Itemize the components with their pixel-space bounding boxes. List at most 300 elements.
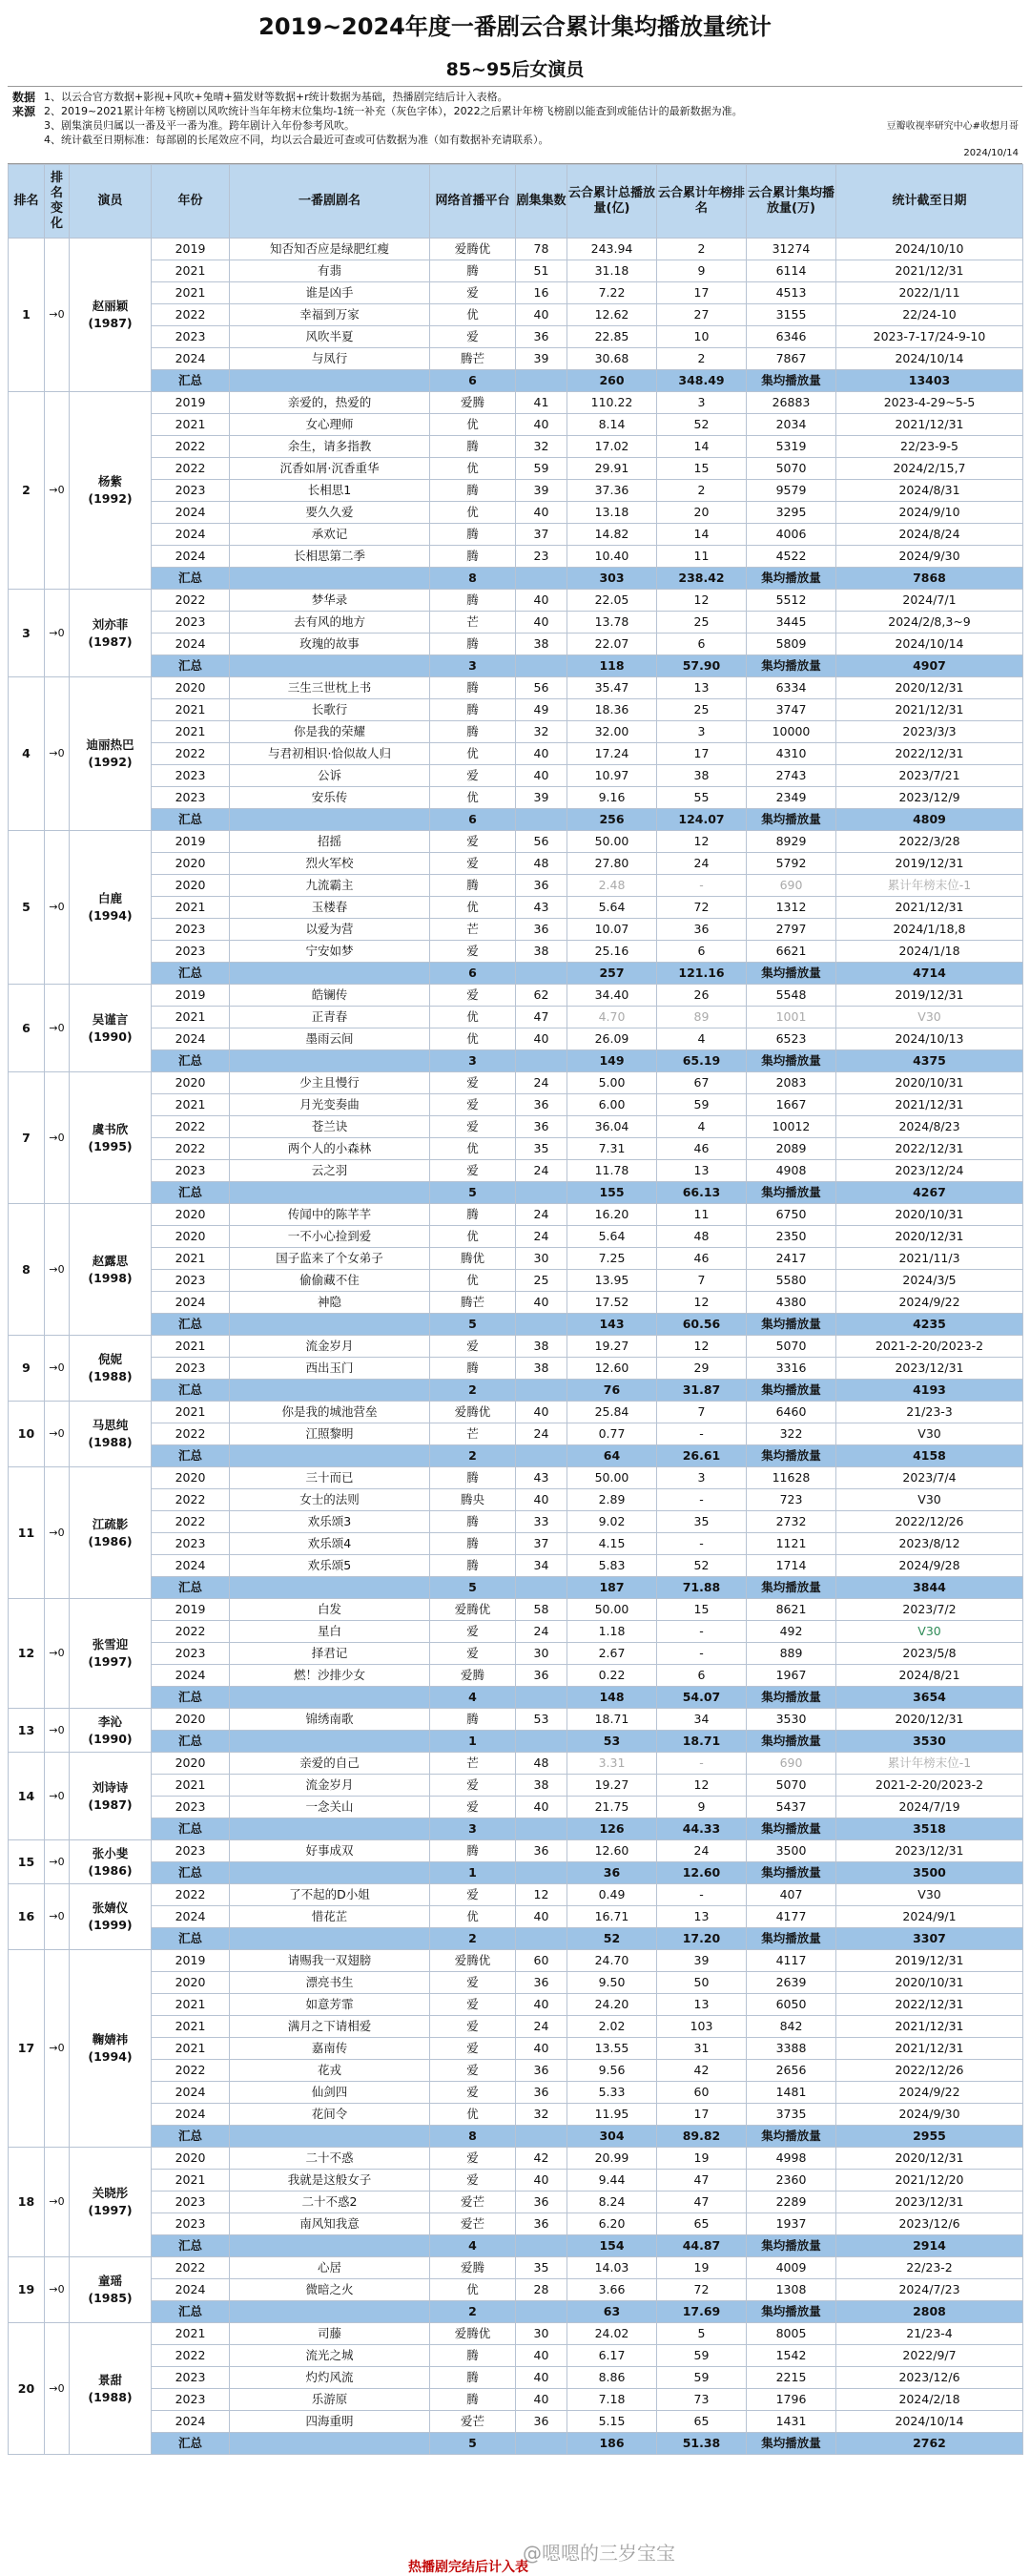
actor-birth-year: (1986)	[88, 1862, 133, 1878]
actor-birth-year: (1988)	[88, 2389, 133, 2404]
actor-cell	[70, 2323, 152, 2455]
year-cell: 2021	[152, 1775, 230, 1797]
year-rank-cell: 31	[657, 2038, 747, 2060]
table-row	[9, 612, 1023, 634]
year-rank-cell: 27	[657, 304, 747, 326]
platform-cell: 爱	[430, 1884, 516, 1906]
episodes-cell: 58	[516, 1599, 567, 1621]
summary-total-cell: 17.69	[657, 2301, 747, 2323]
summary-avg-cell: 2808	[836, 2301, 1023, 2323]
summary-count-cell: 5	[430, 1314, 516, 1336]
platform-cell: 爱	[430, 1160, 516, 1182]
year-cell: 2024	[152, 502, 230, 524]
drama-title-cell: 燃！沙排少女	[230, 1665, 430, 1687]
platform-cell: 腾	[430, 546, 516, 568]
platform-cell: 优	[430, 414, 516, 436]
avg-views-cell: 3747	[747, 699, 836, 721]
platform-cell: 腾芒	[430, 1292, 516, 1314]
summary-spacer-cell	[230, 2433, 430, 2455]
drama-title-cell: 正青春	[230, 1007, 430, 1028]
summary-label-cell: 汇总	[152, 370, 230, 392]
year-cell: 2024	[152, 2104, 230, 2126]
summary-spacer-cell	[230, 1182, 430, 1204]
total-views-cell: 24.70	[567, 1950, 657, 1972]
drama-title-cell: 偷偷藏不住	[230, 1270, 430, 1292]
actor-name: 赵露思	[92, 1253, 129, 1268]
total-views-cell: 5.83	[567, 1555, 657, 1577]
summary-episodes-cell: 256	[567, 809, 657, 831]
year-cell: 2022	[152, 304, 230, 326]
col-date: 统计截至日期	[836, 165, 1023, 239]
drama-title-cell: 要久久爱	[230, 502, 430, 524]
avg-views-cell: 4908	[747, 1160, 836, 1182]
summary-rank-label-cell: 集均播放量	[747, 1818, 836, 1840]
drama-title-cell: 亲爱的自己	[230, 1753, 430, 1775]
year-rank-cell: 11	[657, 546, 747, 568]
summary-total-cell: 71.88	[657, 1577, 747, 1599]
platform-cell: 腾	[430, 1840, 516, 1862]
cutoff-date-cell: 累计年榜末位-1	[836, 875, 1023, 897]
episodes-cell: 30	[516, 1248, 567, 1270]
year-cell: 2020	[152, 2148, 230, 2170]
year-cell: 2019	[152, 392, 230, 414]
drama-title-cell: 二十不惑	[230, 2148, 430, 2170]
year-cell: 2022	[152, 743, 230, 765]
summary-row	[9, 655, 1023, 677]
summary-label-cell: 汇总	[152, 2301, 230, 2323]
table-row	[9, 634, 1023, 655]
rank-change-cell: →0	[45, 985, 70, 1072]
episodes-cell: 36	[516, 1116, 567, 1138]
episodes-cell: 32	[516, 436, 567, 458]
actor-cell	[70, 1072, 152, 1204]
avg-views-cell: 322	[747, 1423, 836, 1445]
platform-cell: 腾芒	[430, 348, 516, 370]
rank-change-cell: →0	[45, 831, 70, 985]
total-views-cell: 0.22	[567, 1665, 657, 1687]
avg-views-cell: 492	[747, 1621, 836, 1643]
table-row	[9, 282, 1023, 304]
platform-cell: 腾	[430, 260, 516, 282]
table-row	[9, 2367, 1023, 2389]
table-row	[9, 1138, 1023, 1160]
avg-views-cell: 690	[747, 1753, 836, 1775]
year-cell: 2024	[152, 546, 230, 568]
avg-views-cell: 5809	[747, 634, 836, 655]
rank-change-cell: →0	[45, 239, 70, 392]
platform-cell: 优	[430, 1138, 516, 1160]
actor-name: 马思纯	[92, 1418, 129, 1432]
table-row	[9, 1555, 1023, 1577]
total-views-cell: 20.99	[567, 2148, 657, 2170]
col-episodes: 剧集集数	[516, 165, 567, 239]
episodes-cell: 48	[516, 1753, 567, 1775]
table-row	[9, 699, 1023, 721]
episodes-cell: 24	[516, 1072, 567, 1094]
rank-cell: 19	[9, 2257, 45, 2323]
cutoff-date-cell: 22/24-10	[836, 304, 1023, 326]
drama-title-cell: 请赐我一双翅膀	[230, 1950, 430, 1972]
summary-spacer-cell	[230, 2235, 430, 2257]
cutoff-date-cell: 2023/12/31	[836, 2192, 1023, 2213]
year-cell: 2024	[152, 2279, 230, 2301]
cutoff-date-cell: 2024/2/18	[836, 2389, 1023, 2411]
summary-rank-label-cell: 集均播放量	[747, 2433, 836, 2455]
episodes-cell: 49	[516, 699, 567, 721]
actor-name: 赵丽颖	[92, 299, 129, 313]
drama-title-cell: 流金岁月	[230, 1336, 430, 1358]
avg-views-cell: 1312	[747, 897, 836, 919]
avg-views-cell: 2350	[747, 1226, 836, 1248]
actor-birth-year: (1987)	[88, 634, 133, 649]
drama-title-cell: 梦华录	[230, 590, 430, 612]
platform-cell: 爱	[430, 941, 516, 963]
drama-title-cell: 宁安如梦	[230, 941, 430, 963]
avg-views-cell: 2417	[747, 1248, 836, 1270]
drama-title-cell: 与君初相识·恰似故人归	[230, 743, 430, 765]
year-rank-cell: 38	[657, 765, 747, 787]
episodes-cell: 39	[516, 348, 567, 370]
drama-title-cell: 欢乐颂4	[230, 1533, 430, 1555]
cutoff-date-cell: 2023/7/2	[836, 1599, 1023, 1621]
drama-title-cell: 墨雨云间	[230, 1028, 430, 1050]
year-cell: 2021	[152, 260, 230, 282]
year-rank-cell: 9	[657, 1797, 747, 1818]
actor-name: 李沁	[97, 1714, 122, 1729]
platform-cell: 优	[430, 304, 516, 326]
summary-count-cell: 8	[430, 568, 516, 590]
actor-name: 江疏影	[92, 1516, 129, 1531]
total-views-cell: 5.64	[567, 1226, 657, 1248]
cutoff-date-cell: 2023/5/8	[836, 1643, 1023, 1665]
year-cell: 2021	[152, 2016, 230, 2038]
avg-views-cell: 2797	[747, 919, 836, 941]
drama-title-cell: 女士的法则	[230, 1489, 430, 1511]
cutoff-date-cell: 2023/7/4	[836, 1467, 1023, 1489]
year-rank-cell: 42	[657, 2060, 747, 2082]
episodes-cell: 40	[516, 590, 567, 612]
actor-cell	[70, 677, 152, 831]
summary-total-cell: 65.19	[657, 1050, 747, 1072]
avg-views-cell: 1431	[747, 2411, 836, 2433]
cutoff-date-cell: 2022/12/26	[836, 2060, 1023, 2082]
col-year-rank: 云合累计年榜排名	[657, 165, 747, 239]
actor-cell	[70, 1840, 152, 1884]
year-rank-cell: 39	[657, 1950, 747, 1972]
episodes-cell: 47	[516, 1007, 567, 1028]
avg-views-cell: 6050	[747, 1994, 836, 2016]
rank-change-cell: →0	[45, 392, 70, 590]
year-rank-cell: 14	[657, 436, 747, 458]
year-cell: 2019	[152, 1599, 230, 1621]
year-rank-cell: 47	[657, 2192, 747, 2213]
avg-views-cell: 1481	[747, 2082, 836, 2104]
episodes-cell: 30	[516, 1643, 567, 1665]
year-cell: 2021	[152, 721, 230, 743]
platform-cell: 爱	[430, 1116, 516, 1138]
total-views-cell: 7.22	[567, 282, 657, 304]
avg-views-cell: 2732	[747, 1511, 836, 1533]
total-views-cell: 37.36	[567, 480, 657, 502]
actor-name: 刘亦菲	[92, 616, 129, 632]
summary-episodes-cell: 304	[567, 2126, 657, 2148]
year-rank-cell: 9	[657, 260, 747, 282]
avg-views-cell: 690	[747, 875, 836, 897]
year-cell: 2020	[152, 1467, 230, 1489]
summary-spacer-cell	[516, 1687, 567, 1709]
table-row	[9, 1994, 1023, 2016]
total-views-cell: 110.22	[567, 392, 657, 414]
rank-cell: 17	[9, 1950, 45, 2148]
episodes-cell: 36	[516, 2411, 567, 2433]
drama-title-cell: 南风知我意	[230, 2213, 430, 2235]
drama-title-cell: 余生，请多指教	[230, 436, 430, 458]
year-cell: 2021	[152, 1402, 230, 1423]
avg-views-cell: 5070	[747, 458, 836, 480]
cutoff-date-cell: 2024/9/22	[836, 2082, 1023, 2104]
summary-avg-cell: 4375	[836, 1050, 1023, 1072]
episodes-cell: 51	[516, 260, 567, 282]
cutoff-date-cell: 2024/7/23	[836, 2279, 1023, 2301]
watermark: @嗯嗯的三岁宝宝	[523, 2542, 675, 2565]
total-views-cell: 19.27	[567, 1775, 657, 1797]
year-cell: 2021	[152, 1248, 230, 1270]
summary-episodes-cell: 143	[567, 1314, 657, 1336]
year-rank-cell: 17	[657, 743, 747, 765]
summary-label-cell: 汇总	[152, 2433, 230, 2455]
year-cell: 2019	[152, 1950, 230, 1972]
year-cell: 2024	[152, 348, 230, 370]
cutoff-date-cell: 2021/12/31	[836, 699, 1023, 721]
drama-title-cell: 心居	[230, 2257, 430, 2279]
episodes-cell: 40	[516, 414, 567, 436]
rank-change-cell: →0	[45, 2257, 70, 2323]
note-item: 3、剧集演员归属以一番及平一番为准。跨年剧计入年份参考风吹。	[44, 119, 355, 132]
table-row	[9, 1116, 1023, 1138]
year-rank-cell: 7	[657, 1270, 747, 1292]
episodes-cell: 36	[516, 2060, 567, 2082]
cutoff-date-cell: 21/23-4	[836, 2323, 1023, 2345]
actor-name: 张雪迎	[92, 1637, 129, 1652]
rank-change-cell: →0	[45, 1467, 70, 1599]
table-row	[9, 2213, 1023, 2235]
drama-title-cell: 我就是这般女子	[230, 2170, 430, 2192]
summary-avg-cell: 7868	[836, 568, 1023, 590]
year-cell: 2022	[152, 1884, 230, 1906]
table-row	[9, 1248, 1023, 1270]
summary-episodes-cell: 64	[567, 1445, 657, 1467]
episodes-cell: 38	[516, 1336, 567, 1358]
episodes-cell: 37	[516, 1533, 567, 1555]
year-rank-cell: 12	[657, 1292, 747, 1314]
platform-cell: 爱	[430, 1994, 516, 2016]
drama-title-cell: 你是我的城池营垒	[230, 1402, 430, 1423]
episodes-cell: 40	[516, 1797, 567, 1818]
avg-views-cell: 3530	[747, 1709, 836, 1731]
year-cell: 2022	[152, 1423, 230, 1445]
rank-change-cell: →0	[45, 1950, 70, 2148]
avg-views-cell: 5792	[747, 853, 836, 875]
platform-cell: 爱腾优	[430, 239, 516, 260]
notes-label: 数据来源	[11, 91, 35, 118]
summary-count-cell: 6	[430, 809, 516, 831]
summary-total-cell: 54.07	[657, 1687, 747, 1709]
drama-title-cell: 择君记	[230, 1643, 430, 1665]
rank-change-cell: →0	[45, 1884, 70, 1950]
total-views-cell: 9.44	[567, 2170, 657, 2192]
episodes-cell: 37	[516, 524, 567, 546]
cutoff-date-cell: 2023/8/12	[836, 1533, 1023, 1555]
table-row	[9, 546, 1023, 568]
total-views-cell: 21.75	[567, 1797, 657, 1818]
actor-birth-year: (1988)	[88, 1369, 133, 1383]
avg-views-cell: 5319	[747, 436, 836, 458]
platform-cell: 爱	[430, 1336, 516, 1358]
actor-name: 张婧仪	[92, 1901, 129, 1915]
actor-name: 张小斐	[92, 1845, 129, 1860]
avg-views-cell: 1308	[747, 2279, 836, 2301]
summary-total-cell: 124.07	[657, 809, 747, 831]
summary-row	[9, 1731, 1023, 1753]
summary-spacer-cell	[230, 809, 430, 831]
platform-cell: 爱	[430, 326, 516, 348]
avg-views-cell: 5580	[747, 1270, 836, 1292]
drama-title-cell: 女心理师	[230, 414, 430, 436]
summary-spacer-cell	[230, 1445, 430, 1467]
year-cell: 2022	[152, 436, 230, 458]
episodes-cell: 78	[516, 239, 567, 260]
year-cell: 2024	[152, 2082, 230, 2104]
platform-cell: 腾	[430, 1709, 516, 1731]
summary-spacer-cell	[230, 1731, 430, 1753]
table-row	[9, 1402, 1023, 1423]
episodes-cell: 40	[516, 2345, 567, 2367]
table-row	[9, 2192, 1023, 2213]
episodes-cell: 36	[516, 1840, 567, 1862]
avg-views-cell: 5070	[747, 1336, 836, 1358]
year-cell: 2024	[152, 1028, 230, 1050]
summary-episodes-cell: 186	[567, 2433, 657, 2455]
table-row	[9, 897, 1023, 919]
summary-episodes-cell: 155	[567, 1182, 657, 1204]
episodes-cell: 12	[516, 1884, 567, 1906]
summary-row	[9, 1818, 1023, 1840]
year-rank-cell: 13	[657, 677, 747, 699]
year-rank-cell: 12	[657, 831, 747, 853]
cutoff-date-cell: 2023/12/6	[836, 2213, 1023, 2235]
total-views-cell: 11.95	[567, 2104, 657, 2126]
year-cell: 2022	[152, 1138, 230, 1160]
year-cell: 2023	[152, 2192, 230, 2213]
drama-title-cell: 玫瑰的故事	[230, 634, 430, 655]
year-rank-cell: -	[657, 1753, 747, 1775]
drama-title-cell: 安乐传	[230, 787, 430, 809]
drama-title-cell: 玉楼春	[230, 897, 430, 919]
summary-rank-label-cell: 集均播放量	[747, 1445, 836, 1467]
year-rank-cell: 19	[657, 2148, 747, 2170]
actor-birth-year: (1994)	[88, 2049, 133, 2064]
year-cell: 2023	[152, 1840, 230, 1862]
summary-avg-cell: 3307	[836, 1928, 1023, 1950]
summary-label-cell: 汇总	[152, 963, 230, 985]
year-cell: 2022	[152, 2257, 230, 2279]
platform-cell: 爱芒	[430, 2213, 516, 2235]
total-views-cell: 12.60	[567, 1358, 657, 1380]
total-views-cell: 0.49	[567, 1884, 657, 1906]
drama-title-cell: 仙剑四	[230, 2082, 430, 2104]
table-row	[9, 1665, 1023, 1687]
table-row	[9, 1840, 1023, 1862]
rank-change-cell: →0	[45, 1336, 70, 1402]
avg-views-cell: 4380	[747, 1292, 836, 1314]
cutoff-date-cell: 2024/2/15,7	[836, 458, 1023, 480]
drama-title-cell: 风吹半夏	[230, 326, 430, 348]
year-rank-cell: 73	[657, 2389, 747, 2411]
year-rank-cell: 59	[657, 2367, 747, 2389]
year-cell: 2021	[152, 2038, 230, 2060]
avg-views-cell: 4006	[747, 524, 836, 546]
year-cell: 2022	[152, 2060, 230, 2082]
summary-spacer-cell	[516, 1314, 567, 1336]
episodes-cell: 62	[516, 985, 567, 1007]
avg-views-cell: 5437	[747, 1797, 836, 1818]
table-row	[9, 1028, 1023, 1050]
table-row	[9, 1753, 1023, 1775]
episodes-cell: 39	[516, 480, 567, 502]
episodes-cell: 36	[516, 1972, 567, 1994]
summary-spacer-cell	[516, 2301, 567, 2323]
drama-title-cell: 灼灼风流	[230, 2367, 430, 2389]
summary-spacer-cell	[230, 1687, 430, 1709]
year-cell: 2021	[152, 897, 230, 919]
year-cell: 2019	[152, 239, 230, 260]
drama-title-cell: 欢乐颂5	[230, 1555, 430, 1577]
cutoff-date-cell: 2022/3/28	[836, 831, 1023, 853]
platform-cell: 爱腾	[430, 1665, 516, 1687]
total-views-cell: 17.24	[567, 743, 657, 765]
episodes-cell: 36	[516, 875, 567, 897]
table-row	[9, 765, 1023, 787]
footer-note: 热播剧完结后计入表	[408, 2560, 528, 2575]
total-views-cell: 2.02	[567, 2016, 657, 2038]
actor-name: 白鹿	[97, 891, 122, 905]
platform-cell: 腾央	[430, 1489, 516, 1511]
cutoff-date-cell: 2024/8/31	[836, 480, 1023, 502]
summary-count-cell: 5	[430, 2433, 516, 2455]
avg-views-cell: 407	[747, 1884, 836, 1906]
summary-rank-label-cell: 集均播放量	[747, 2235, 836, 2257]
drama-title-cell: 去有风的地方	[230, 612, 430, 634]
platform-cell: 腾	[430, 699, 516, 721]
episodes-cell: 40	[516, 1906, 567, 1928]
drama-title-cell: 月光变奏曲	[230, 1094, 430, 1116]
platform-cell: 腾	[430, 875, 516, 897]
cutoff-date-cell: 2021/12/31	[836, 414, 1023, 436]
year-rank-cell: 26	[657, 985, 747, 1007]
episodes-cell: 23	[516, 546, 567, 568]
drama-title-cell: 少主且慢行	[230, 1072, 430, 1094]
summary-row	[9, 2301, 1023, 2323]
cutoff-date-cell: V30	[836, 1489, 1023, 1511]
summary-avg-cell: 3844	[836, 1577, 1023, 1599]
drama-title-cell: 九流霸主	[230, 875, 430, 897]
summary-rank-label-cell: 集均播放量	[747, 1862, 836, 1884]
year-cell: 2023	[152, 1160, 230, 1182]
summary-label-cell: 汇总	[152, 1731, 230, 1753]
summary-total-cell: 348.49	[657, 370, 747, 392]
col-rank: 排名	[9, 165, 45, 239]
year-cell: 2024	[152, 1555, 230, 1577]
